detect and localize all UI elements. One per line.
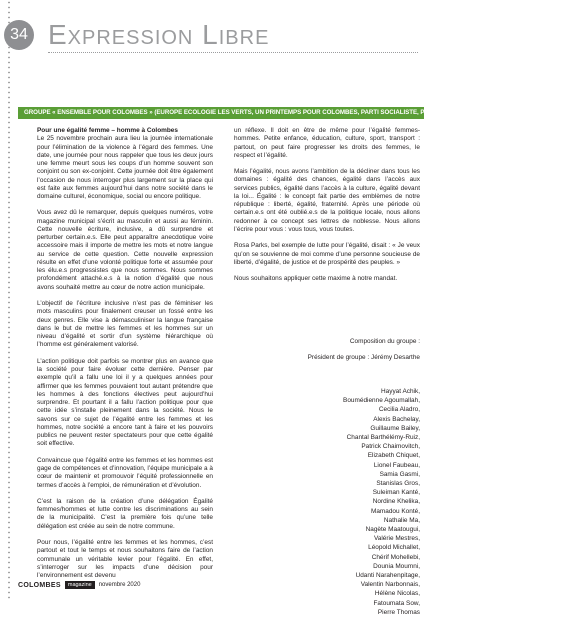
issue-date: novembre 2020 (98, 582, 141, 588)
member-name: Boumédienne Agoumallah, (343, 397, 420, 405)
paragraph: C’est la raison de la création d’une délégation Égalité femmes/hommes et lutte contre les discriminations au sein de la municipalité. C’est la première fois qu’une telle délégation est créée au sein de notre commune. (37, 497, 213, 530)
section-title-text: Expression Libre (48, 19, 270, 50)
member-name: Cecilia Aladro, (378, 406, 420, 414)
member-name: Alexis Bachelay, (373, 415, 420, 423)
group-banner: GROUPE « ENSEMBLE POUR COLOMBES » (EUROPE ECOLOGIE LES VERTS, UN PRINTEMPS POUR COLOMBES, PARTI SOCIALISTE, PLACE PUBLIQUE, GÉNÉRATION ECOLOGIE, CITOYENS) (18, 107, 424, 119)
article-heading: Pour une égalité femme – homme à Colombes (37, 127, 178, 134)
paragraph: Vous avez dû le remarquer, depuis quelques numéros, votre magazine municipal s’écrit au masculin et aussi au féminin. Cette nouvelle écriture, inclusive, a dû surprendre et perturber certain.e.s. Elle peut apparaître anecdotique voire accessoire mais il importe de mettre les mots et notre langue au service de cette question. Cette nouvelle expression résulte en effet d’une volonté politique forte et assumée pour les élu.e.s progressistes que nous sommes. Nous sommes profondément attaché.e.s à la notion d’égalité que nous avons souhaité mettre au cœur de notre action municipale. (37, 209, 213, 291)
paragraph: un réflexe. Il doit en être de même pour l’égalité femmes-hommes. Petite enfance, éducation, culture, sport, transport : partout, on peut faire progresser les droits des femmes, le respect et l’égalité. (234, 127, 420, 159)
member-name: Nordine Khelika, (372, 498, 420, 506)
paragraph: Rosa Parks, bel exemple de lutte pour l’égalité, disait : « Je veux qu’on se souvienne de moi comme d’une personne soucieuse de liberté, d’égalité, de justice et de prospérité des peuples. » (234, 242, 420, 266)
member-name: Suleiman Kanté, (372, 489, 420, 497)
member-name: Elizabeth Chiquet, (367, 452, 420, 460)
member-name: Fatoumata Sow, (373, 599, 420, 607)
member-name: Nagète Maatougui, (365, 526, 420, 534)
paragraph: Convaincue que l’égalité entre les femmes et les hommes est gage de compétences et d’innovation, l’équipe municipale a à cœur de maintenir et promouvoir l’équité professionnelle en termes d’accès à l’emploi, de rémunération et d’évolution. (37, 456, 213, 489)
member-name: Valentin Narbonnais, (360, 581, 420, 589)
paragraph: L’action politique doit parfois se montrer plus en avance que la société pour faire évoluer cette dernière. Penser par exemple qu’il a fallu une loi il y a quelques années pour affirmer que les femmes pouvaient tout autant prétendre que les hommes à des fonctions électives peut aujourd’hui surprendre. Et pourtant il a fallu l’action politique pour que cette idée s’installe pleinement dans la société. Nous le savons sur ce sujet de l’égalité entre les femmes et les hommes, notre société a encore tant à faire et les pouvoirs publics ne peuvent rester spectateurs pour que cette égalité soit effective. (37, 357, 213, 448)
member-name: Valérie Mestres, (373, 535, 420, 543)
page-number-badge: 34 (4, 20, 34, 50)
colombes-logo: COLOMBES (18, 581, 61, 589)
member-name: Mamadou Konté, (370, 507, 420, 515)
group-president: Président de groupe : Jérémy Desarthe (307, 354, 420, 361)
member-name: Nathalie Ma, (383, 516, 420, 524)
member-name: Stanislas Gros, (376, 480, 420, 488)
member-name: Guillaume Bailey, (370, 424, 420, 432)
paragraph: Le 25 novembre prochain aura lieu la journée internationale pour l’élimination de la violence à l’égard des femmes. Une date, une journée pour nous rappeler que tous les deux jours une femme meurt sous les coups d’un homme souvent son conjoint ou son ex-conjoint. Cette journée doit être également l’occasion de nous interroger plus largement sur la place qui est faite aux femmes aujourd’hui dans notre société dans le domaine culturel, économique, social ou encore politique. (37, 135, 213, 200)
paragraph: Pour nous, l’égalité entre les femmes et les hommes, c’est partout et tout le temps et nous souhaitons faire de l’action communale un véritable levier pour l’égalité. En effet, s’interroger sur les impacts d’une décision pour l’environnement est devenu (37, 539, 213, 580)
article-column-left (37, 127, 213, 589)
paragraph: L’objectif de l’écriture inclusive n’est pas de féminiser les mots masculins pour finalement creuser un fossé entre les deux genres. Elle vise à démasculiniser la langue française dans le but de mettre les femmes et les hommes sur un niveau d’égalité et sortir d’un système hiérarchique où l’homme est généralement valorisé. (37, 300, 213, 349)
member-name: Lionel Faubeau, (373, 461, 420, 469)
member-name: Samia Gasmi, (379, 470, 420, 478)
article-column-right (234, 127, 420, 292)
member-name: Patrick Chaimovitch, (361, 443, 420, 451)
magazine-tag: magazine (65, 581, 95, 589)
paragraph: Nous souhaitons appliquer cette maxime à notre mandat. (234, 275, 398, 283)
dotted-margin-rule (8, 0, 10, 599)
section-title (48, 19, 269, 51)
member-list (234, 387, 420, 617)
member-name: Chantal Barthélémy-Ruiz, (346, 434, 420, 442)
composition-label: Composition du groupe : (349, 338, 420, 345)
member-name: Hélène Nicolas, (374, 590, 420, 598)
member-name: Pierre Thomas (377, 608, 420, 616)
page-footer (18, 580, 140, 590)
member-name: Léopold Michallet, (368, 544, 420, 552)
member-name: Hayyat Achik, (381, 388, 420, 395)
paragraph: Mais l’égalité, nous avons l’ambition de la décliner dans tous les domaines : égalité des chances, égalité dans l’accès aux services publics, égalité dans l’accès à la culture, égalité devant la loi... Égalité : le concept fait partie des emblèmes de notre république : liberté, égalité, fraternité. Après une période où certain.e.s ont été oublié.e.s de la politique locale, nous allons redonner à ce concept ses lettres de noblesse. Nous allons l’écrire pour vous : vous tous, vous toutes. (234, 168, 420, 233)
title-divider (48, 52, 418, 53)
member-name: Chérif Mohellebi, (371, 553, 420, 561)
member-name: Dounia Moumni, (373, 562, 420, 570)
member-name: Udanti Narahenpitage, (355, 572, 420, 580)
